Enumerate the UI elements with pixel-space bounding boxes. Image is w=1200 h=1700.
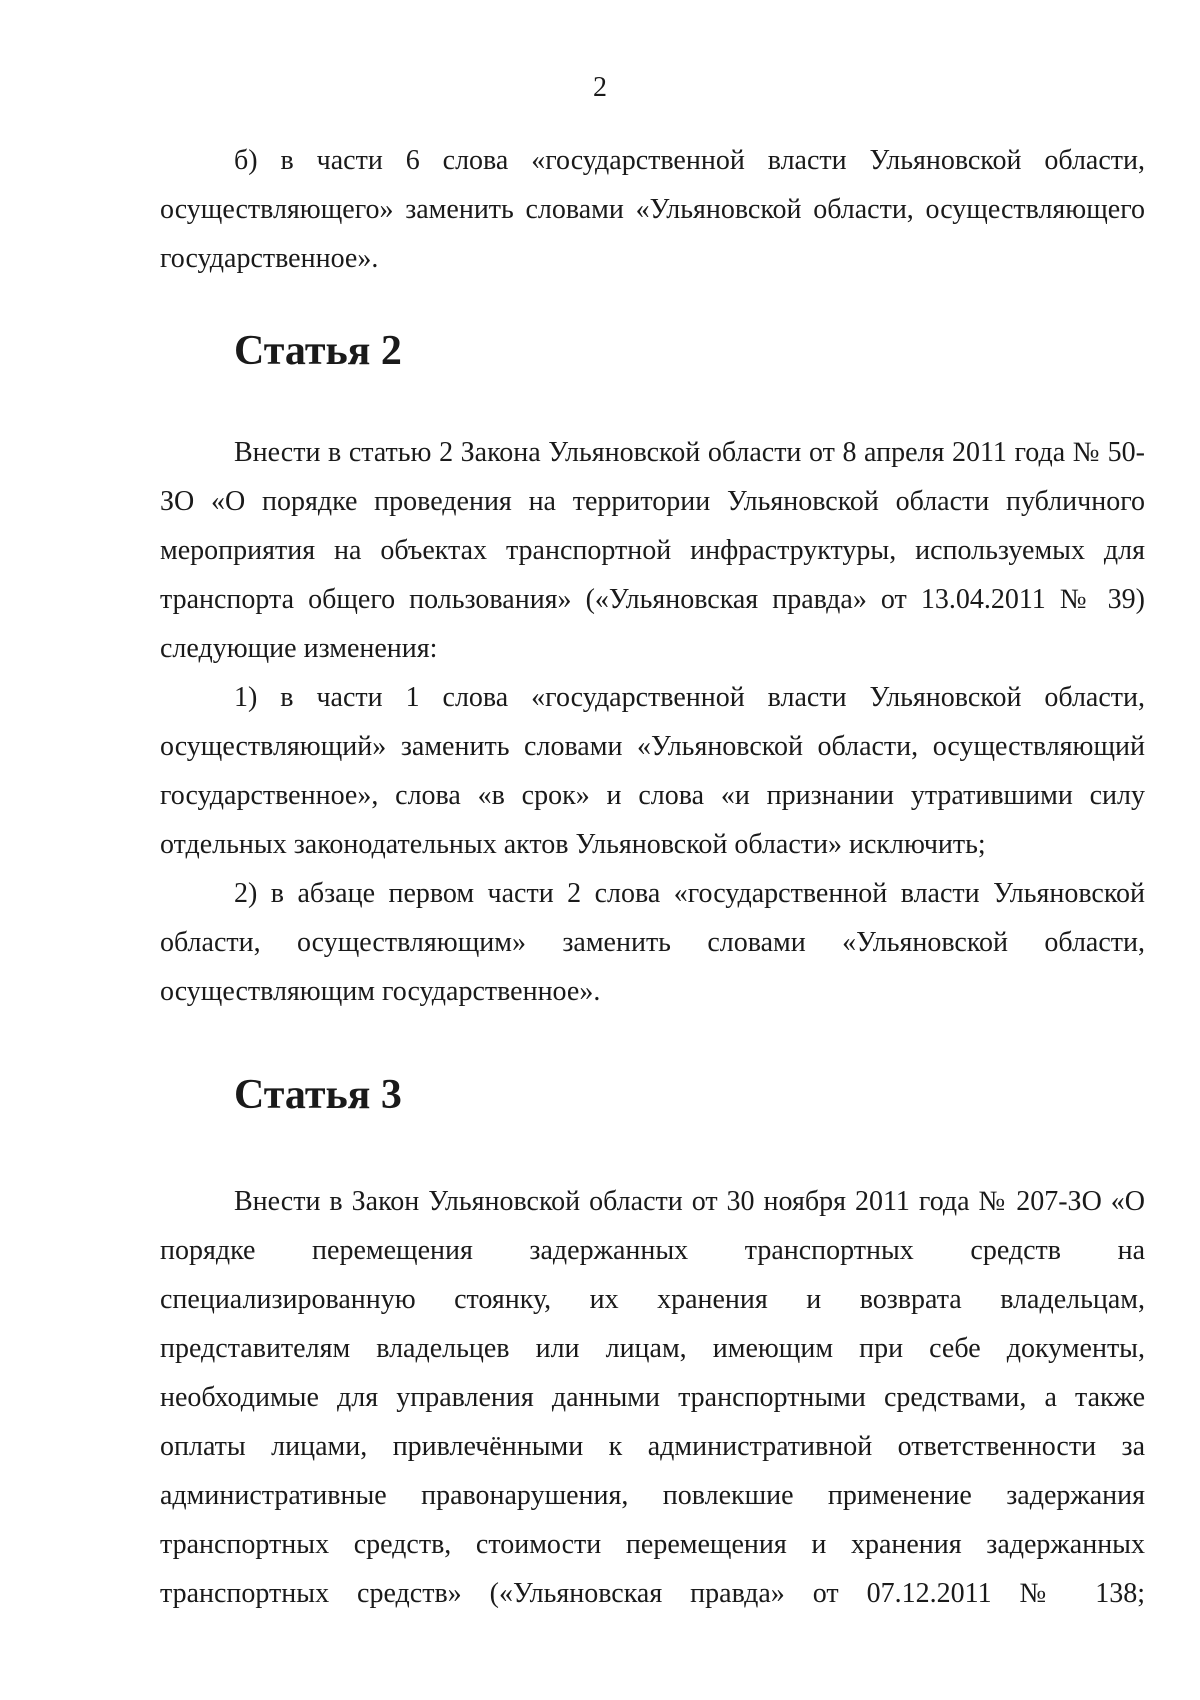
article-3-heading: Статья 3 [234,1072,402,1118]
paragraph-article2-item1: 1) в части 1 слова «государственной власти Ульяновской области, осуществляющий» заменить словами «Ульяновской области, осуществляющий государственное», слова «в срок» и слова «и признании утратившими силу отдельных законодательных актов Ульяновской области» исключить; [160,682,1145,860]
spacer [160,371,1145,428]
spacer [160,1016,1145,1075]
paragraph-article2-item2: 2) в абзаце первом части 2 слова «государственной власти Ульяновской области, осуществляющим» заменить словами «Ульяновской области, осуществляющим государственное». [160,878,1145,1007]
page-number: 2 [593,72,607,103]
paragraph-article3-intro: Внести в Закон Ульяновской области от 30 ноября 2011 года № 207-ЗО «О порядке перемещения задержанных транспортных средств на специализированную стоянку, их хранения и возврата владельцам, представителям владельцев или лицам, имеющим при себе документы, необходимые для управления данными транспортными средствами, а также оплаты лицами, привлечёнными к административной ответственности за административные правонарушения, повлекшие применение задержания транспортных средств, стоимости перемещения и хранения задержанных транспортных средств» («Ульяновская правда» от 07.12.2011 № 138; [160,1186,1145,1609]
document-body [160,136,1145,1618]
paragraph-article1-part6: б) в части 6 слова «государственной власти Ульяновской области, осуществляющего» заменить словами «Ульяновской области, осуществляющего государственное». [160,145,1145,274]
article-2-heading: Статья 2 [234,328,402,374]
spacer [160,1115,1145,1177]
paragraph-article2-intro: Внести в статью 2 Закона Ульяновской области от 8 апреля 2011 года № 50-ЗО «О порядке проведения на территории Ульяновской области публичного мероприятия на объектах транспортной инфраструктуры, используемых для транспорта общего пользования» («Ульяновская правда» от 13.04.2011 № 39) следующие изменения: [160,437,1145,664]
spacer [160,283,1145,331]
